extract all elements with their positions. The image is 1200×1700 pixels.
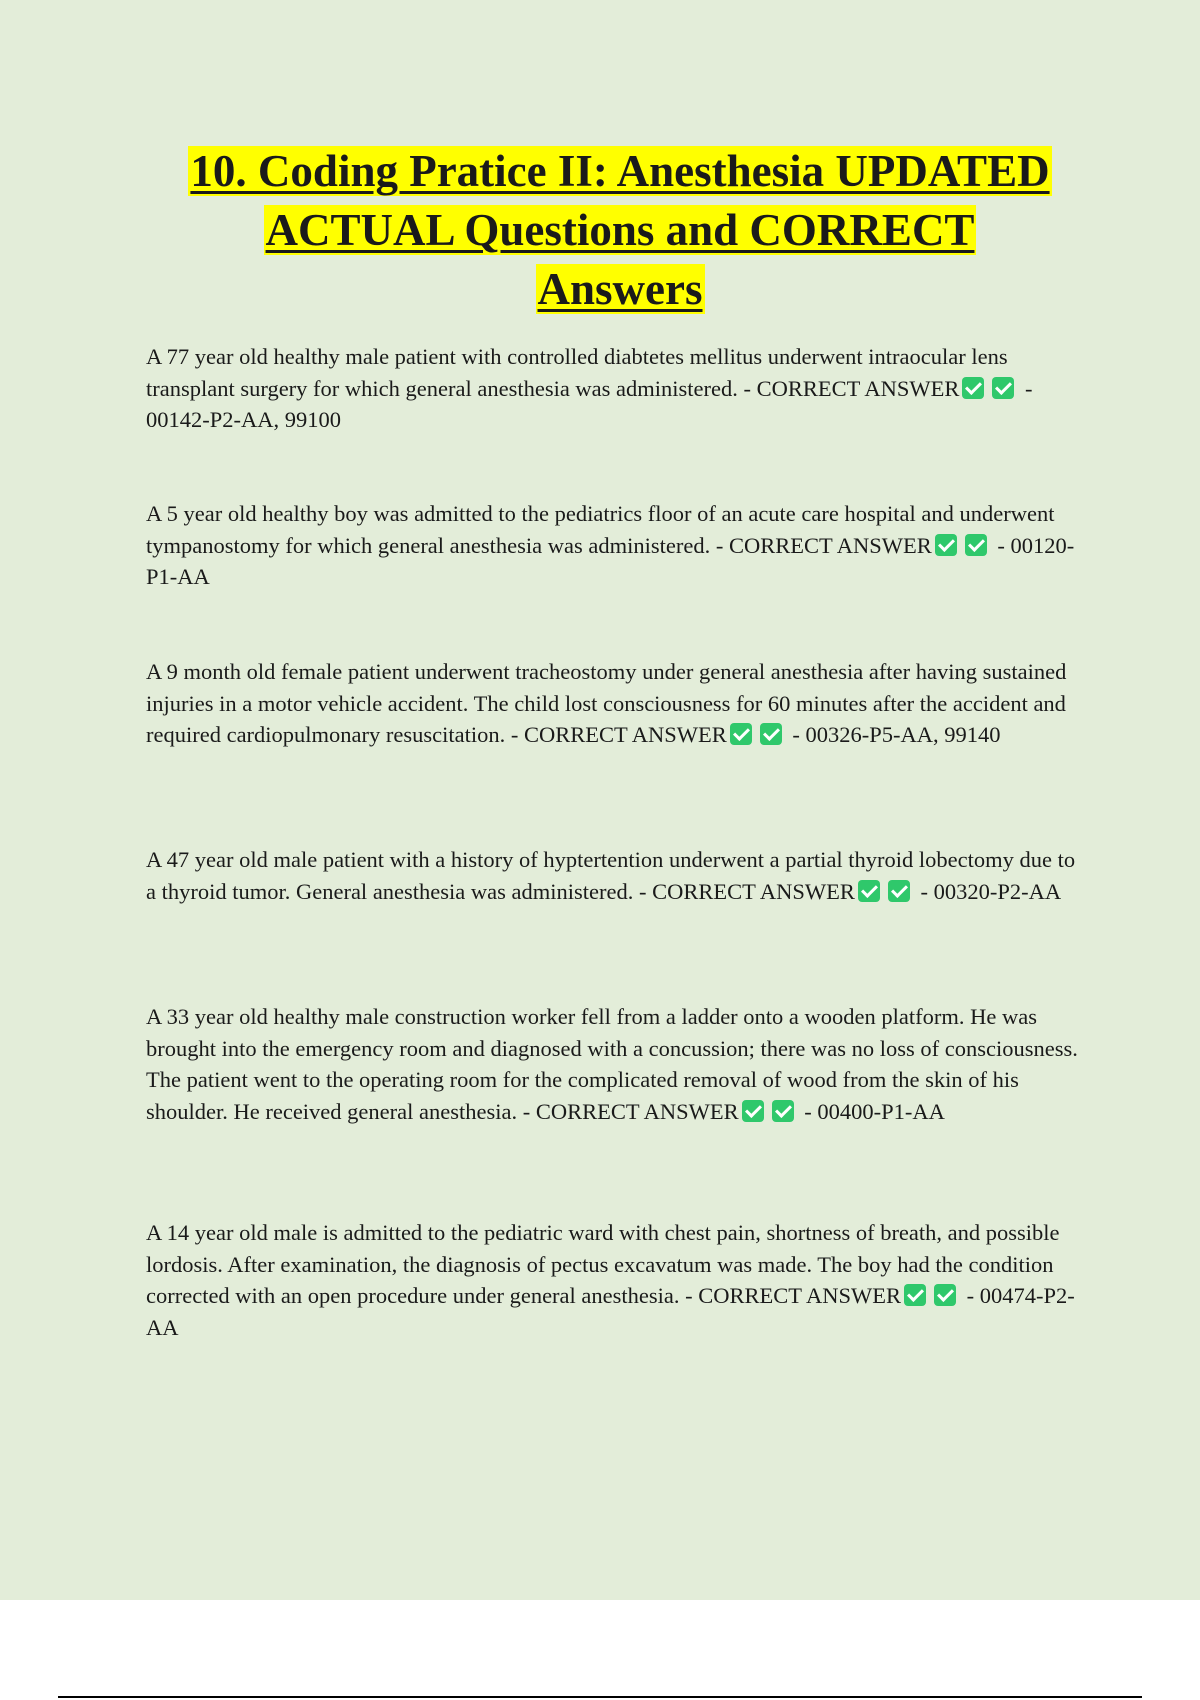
answer-code: 00400-P1-AA (817, 1098, 945, 1124)
separator: - (679, 1283, 699, 1308)
question-text: A 5 year old healthy boy was admitted to the pediatrics floor of an acute care hospital and underwent tympanostomy for which general anesthesia was administered. (146, 501, 1055, 558)
answer-label: CORRECT ANSWER (756, 375, 960, 401)
qa-item-1 (146, 341, 1081, 436)
check-mark-button-icon (935, 534, 957, 556)
separator: - (517, 1098, 536, 1124)
answer-code: 00326-P5-AA, 99140 (805, 722, 1001, 747)
answer-code: 00142-P2-AA, 99100 (146, 407, 341, 432)
separator: - (786, 722, 806, 747)
check-mark-button-icon (772, 1100, 794, 1122)
check-mark-button-icon (904, 1284, 926, 1306)
qa-item-5 (146, 1001, 1081, 1127)
question-text: A 9 month old female patient underwent tracheostomy under general anesthesia after having sustained injuries in a motor vehicle accident. The child lost consciousness for 60 minutes after the accident and required cardiopulmonary resuscitation. (146, 659, 1067, 747)
title-line-1: 10. Coding Pratice II: Anesthesia UPDATED (190, 146, 1050, 196)
check-mark-button-icon (888, 880, 910, 902)
footer-rule (58, 1696, 1142, 1698)
check-mark-button-icon (962, 377, 984, 399)
check-mark-button-icon (858, 880, 880, 902)
answer-code: 00320-P2-AA (933, 878, 1062, 904)
answer-code: 00120-P1-AA (146, 532, 1075, 589)
check-mark-button-icon (965, 534, 987, 556)
answer-label: CORRECT ANSWER (652, 878, 855, 904)
separator: - (505, 722, 525, 747)
separator: - (961, 1283, 980, 1308)
separator: - (914, 878, 934, 904)
qa-item-4 (146, 844, 1081, 907)
qa-item-6 (146, 1217, 1081, 1343)
separator: - (1019, 375, 1033, 401)
question-text: A 77 year old healthy male patient with controlled diabtetes mellitus underwent intraocular lens transplant surgery for which general anesthesia was administered. (146, 344, 1008, 401)
separator: - (710, 532, 729, 558)
answer-code: 00474-P2-AA (146, 1283, 1075, 1340)
question-text: A 47 year old male patient with a history of hyptertention underwent a partial thyroid lobectomy due to a thyroid tumor. General anesthesia was administered. (146, 847, 1076, 904)
qa-item-3 (146, 656, 1081, 751)
check-mark-button-icon (730, 723, 752, 745)
title-line-2: ACTUAL Questions and CORRECT (265, 205, 975, 255)
check-mark-button-icon (742, 1100, 764, 1122)
answer-label: CORRECT ANSWER (524, 722, 727, 747)
title-line-3: Answers (537, 264, 703, 314)
question-text: A 33 year old healthy male construction worker fell from a ladder onto a wooden platform. He was brought into the emergency room and diagnosed with a concussion; there was no loss of consciousness. The patient went to the operating room for the complicated removal of wood from the skin of his shoulder. He received general anesthesia. (146, 1004, 1078, 1124)
separator: - (798, 1098, 818, 1124)
separator: - (737, 375, 757, 401)
separator: - (633, 878, 653, 904)
answer-label: CORRECT ANSWER (728, 532, 932, 558)
check-mark-button-icon (760, 723, 782, 745)
answer-label: CORRECT ANSWER (698, 1283, 901, 1308)
separator: - (991, 532, 1011, 558)
qa-item-2 (146, 498, 1081, 593)
answer-label: CORRECT ANSWER (535, 1098, 739, 1124)
question-text: A 14 year old male is admitted to the pediatric ward with chest pain, shortness of breath, and possible lordosis. After examination, the diagnosis of pectus excavatum was made. The boy had the condition corrected with an open procedure under general anesthesia. (146, 1220, 1060, 1308)
check-mark-button-icon (934, 1284, 956, 1306)
check-mark-button-icon (992, 377, 1014, 399)
document-title (90, 142, 1150, 319)
